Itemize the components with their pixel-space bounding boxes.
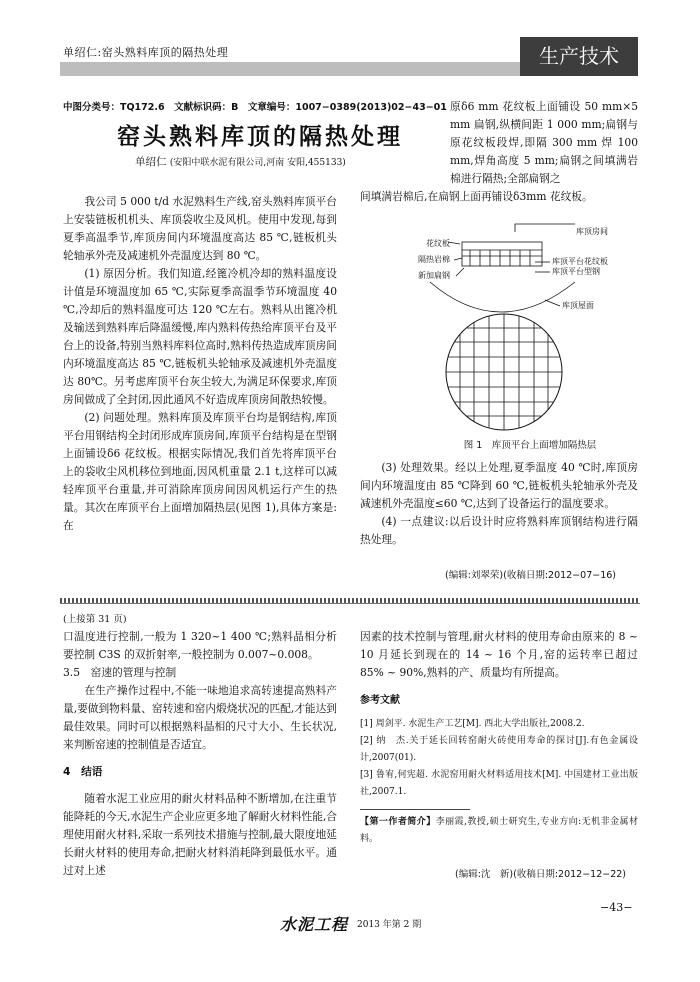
label-roof-room: 库顶房间 [576,227,608,236]
paragraph: (4) 一点建议:以后设计时应将熟料库顶钢结构进行隔热处理。 [360,515,638,546]
label-platform-steel: 库顶平台型钢 [552,267,600,276]
references-heading: 参考文献 [360,695,400,706]
figure-1 [400,222,638,452]
figure-caption: 图 1 库顶平台上面增加隔热层 [463,440,597,451]
article-meta: 中图分类号：TQ172.6 文献标识码：B 文章编号：1007−0389(2013)02−43−01 [63,102,447,113]
label-checker-plate: 花纹板 [426,239,450,248]
label-rock-wool: 隔热岩棉 [418,255,450,264]
bottom-right-column [360,628,638,848]
affiliation: (安阳中联水泥有限公司,河南 安阳,455133) [169,158,346,168]
author-bio [360,814,638,848]
section-tag: 生产技术 [520,37,638,76]
paragraph: (3) 处理效果。经以上处理,夏季温度 40 ℃时,库顶房间内环境温度由 85 ℃降到 60 ℃,链板机头轮轴承外壳及减速机外壳温度≤60 ℃,达到了设备运行的温度要求。 [360,461,638,510]
flat-steel-posts [470,250,530,266]
bio-label: 【第一作者简介】 [360,817,436,827]
author-name: 单绍仁 [135,156,167,168]
editor-note: (编辑:刘翠荣)(收稿日期:2012−07−16) [445,570,617,581]
roof-arc [430,282,575,312]
subsection-heading: 3.5 窑速的管理与控制 [63,666,177,679]
leader-line [454,258,462,260]
paragraph: 我公司 5 000 t/d 水泥熟料生产线,窑头熟料库顶平台上安装链板机机头、库顶袋收尘及风机。使用中发现,每到夏季高温季节,库顶房间内环境温度高达 85 ℃,链板机头轮轴承外壳及减速机外壳温度达到 80 ℃。 [63,195,337,262]
label-platform-plate: 库顶平台花纹板 [552,257,608,266]
running-title: 单绍仁:窑头熟料库顶的隔热处理 [63,46,229,59]
leader-line [515,224,575,232]
journal-logo: 水泥工程 [280,915,349,934]
author-line [135,154,346,169]
leader-line [456,268,464,276]
right-column-top [450,98,638,188]
label-new-flat-steel: 新加扁钢 [418,271,450,280]
reference-item: [3] 鲁宥,何宪超. 水泥窑用耐火材料适用技术[M]. 中国建材工业出版社,2007.1. [360,770,638,797]
continued-note: (上接第 31 页) [63,614,127,625]
paragraph: 在生产操作过程中,不能一味地追求高转速提高熟料产量,要做到物料量、窑转速和窑内煅烧状况的匹配,才能达到最佳效果。同时可以根据熟料晶相的尺寸大小、生长状况,来判断窑速的控制值是否适宜。 [63,684,337,751]
paragraph: 间填满岩棉后,在扁钢上面再铺设δ3mm 花纹板。 [360,190,593,203]
right-column-bottom [360,459,638,549]
paragraph: 随着水泥工业应用的耐火材料品种不断增加,在注重节能降耗的今天,水泥生产企业应更多地了解耐火材料性能,合理使用耐火材料,采取一系列技术措施与控制,最大限度地延长耐火材料的使用寿命,把耐火材料消耗降到最低水平。通过对上述 [63,792,337,877]
right-column-continued [360,188,638,206]
label-roof-surface: 库顶屋面 [562,301,594,310]
paragraph: 原δ6 mm 花纹板上面铺设 50 mm×5 mm 扁钢,纵横间距 1 000 mm;扁钢与原花纹板段焊,即隔 300 mm 焊 100 mm,焊角高度 5 mm;扁钢之间填满岩棉进行隔热;全部扁钢之 [450,100,638,185]
page-number: −43− [600,901,633,914]
paragraph: 口温度进行控制,一般为 1 320~1 400 ℃;熟料晶相分析要控制 C3S 的双折射率,一般控制为 0.007~0.008。 [63,630,337,661]
article-title: 窑头熟料库顶的隔热处理 [117,124,403,150]
grid-plan [446,314,562,430]
bio-text: 李丽霞,教授,硕士研究生,专业方向:无机非金属材料。 [360,817,638,844]
bio-separator [360,809,470,810]
reference-item: [2] 纳 杰.关于延长回转窑耐火砖使用寿命的探讨[J].有色金属设计,2007(01). [360,736,638,763]
reference-item: [1] 周剑平. 水泥生产工艺[M]. 西北大学出版社,2008.2. [360,719,585,729]
bottom-left-column [63,628,337,880]
paragraph: (1) 原因分析。我们知道,经篦冷机冷却的熟料温度设计值是环境温度加 65 ℃,实际夏季高温季节环境温度 40 ℃,冷却后的熟料温度可达 120 ℃左右。熟料从出篦冷机及输送到熟料库后降温缓慢,库内熟料传热给库顶平台及平台上的设备,特别当熟料库料位高时,熟料传热造成库顶房间内环境温度高达 85 ℃,链板机头轮轴承及减速机外壳温度达 80℃。另考虑库顶平台灰尘较大,为满足环保要求,库顶房间做成了全封闭,因此通风不好造成库顶房间散热较慢。 [63,267,337,406]
journal-issue: 2013 年第 2 期 [357,920,422,930]
article-divider-line [60,603,640,604]
paragraph: 因素的技术控制与管理,耐火材料的使用寿命由原来的 8 ~ 10 月延长到现在的 14 ~ 16 个月,窑的运转率已超过 85% ~ 90%,熟料的产、质量均有所提高。 [360,630,638,679]
left-column [63,193,337,535]
section-heading: 4 结语 [63,765,103,778]
paragraph: (2) 问题处理。熟料库顶及库顶平台均是钢结构,库顶平台用钢结构全封闭形成库顶房间,库顶平台结构是在型钢上面铺设δ6 花纹板。根据实际情况,我们首先将库顶平台上的袋收尘风机移位到地面,因风机重量 2.1 t,这样可以减轻库顶平台重量,并可消除库顶房间因风机运行产生的热量。其次在库顶平台上面增加隔热层(见图 1),具体方案是:在 [63,411,337,532]
editor-note-2: (编辑:沈 新)(收稿日期:2012−12−22) [455,869,627,880]
leader-line [545,300,560,306]
